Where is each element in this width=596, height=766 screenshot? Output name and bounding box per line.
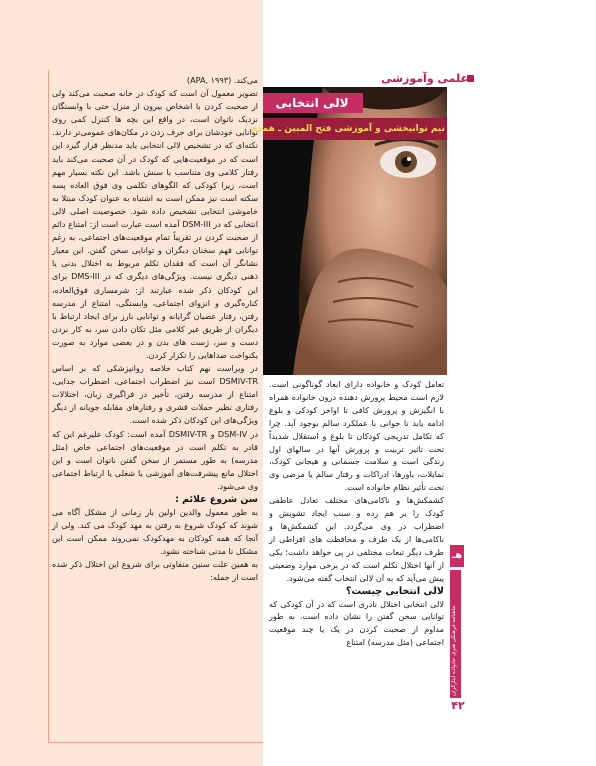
paragraph: به همین علت سنین متفاوتی برای شروع این اختلال ذکر شده است از جمله: — [52, 559, 258, 583]
article-subtitle: تیم توانبخشی و آموزشی فتح المبین ـ همدم — [250, 124, 445, 134]
paragraph: نکته‌ای که در تشخیص لالی انتخابی باید مدنظر قرار گیرد این است که در موقعیت‌هایی که کودک در آن صحبت می‌کند باید رفتار کلامی وی متناسب با سنش باشد. این نکته بسیار مهم است، زیرا کودکی که الگوهای تکلمی وی فوق العاده پسه سکته است نیز ممکن است به اشتباه به عنوان کودک مبتلا به خاموشی انتخابی تشخیص داده شود. خصوصیت اصلی لالی انتخابی که در DSM-III آمده است عبارت است از: امتناع دائم از صحبت کردن در تقریباً تمام موقعیت‌های اجتماعی، به رغم توانایی فهم سخنان دیگران و توانایی سخن گفتن. این معیار نشانگر آن است که فقدان تکلم مربوط به اختلال بدنی یا ذهنی دیگری نیست. ویژگی‌های دیگری که در DMS-III برای این کودکان ذکر شده عبارتند از: شرمساری فوق‌العاده، کناره‌گیری و انزوای اجتماعی، وابستگی، امتناع از مدرسه رفتن، رفتار عصیان گرایانه و توانایی بارز برای ایجاد ارتباط با دیگران از طریق غیر کلامی مثل تکان دادن سر، به کار بردن دست و سر، ژست های بدن و در بعضی موارد به صورت یکنواخت صداهایی را تکرار کردن. — [52, 140, 258, 360]
section-marker — [467, 75, 474, 82]
paragraph: در DSM-IV و DSMIV-TR آمده است: کودک علیرغم این که قادر به تکلم است در موقعیت‌های اجتماعی خاص (مثل مدرسه) به طور مستمر از سخن گفتن ناتوان است و این اختلال مانع پیشرفت‌های آموزشی یا شغلی یا ارتباط اجتماعی وی می‌شود. — [52, 428, 258, 491]
paragraph: تعامل کودک و خانواده دارای ابعاد گوناگونی است. لازم است محیط پرورش دهنده درون خانواده همراه با انگیزش و پرورش کافی تا اواخر کودکی و بلوغ ادامه یابد تا جوانی با عملکرد سالم بوجود آید. چرا که تکامل تدریجی کودکان تا بلوغ و استقلال شدیداً تحت تاثیر تربیت و پرورش آنها در سالهای اول زندگی است و سلامت جسمانی و هیجانی کودک، تمایلات، باورها، ادراکات و رفتار سالم یا مرضی وی تحت تأثیر نظام خانواده است. — [269, 379, 444, 493]
paragraph: لالی انتخابی اختلال نادری است که در آن کودکی که توانایی سخن گفتن را نشان داده است. به طور مداوم از صحبت کردن در یک یا چند موقعیت اجتماعی (مثل مدرسه) امتناع — [269, 598, 444, 648]
section-heading: سن شروع علائم : — [175, 494, 258, 505]
magazine-logo-icon: هـ — [450, 545, 464, 567]
paragraph: در ویراست نهم کتاب خلاصه روانپزشکی که بر اساس DSMIV-TR است نیز اضطراب اجتماعی، اضطراب جدایی، امتناع از مدرسه رفتن، تأخیر در فراگیری زبان، اختلالات رفتاری نظیر حملات قشری و رفتارهای مقابله جویانه از دیگر ویژگی‌های این کودکان ذکر شده است. — [52, 363, 258, 426]
paragraph: تصویر معمول آن است که کودک در خانه صحبت می‌کند ولی از صحبت کردن با اشخاص بیرون از منزل حتی با وابستگان نزدیک ناتوان است، در واقع این بچه ها کنترل کمی روی توانایی خودشان برای حرف زدن در مکان‌های عمومی‌تر دارند. — [52, 88, 258, 138]
right-column — [269, 378, 444, 649]
article-title: لالی انتخابی — [275, 96, 349, 110]
page-number: ۴۲ — [451, 699, 465, 712]
section-heading: لالی انتخابی چیست؟ — [345, 585, 444, 597]
paragraph: کشمکش‌ها و ناکامی‌های مختلف تعادل عاطفی کودک را بر هم زده و سبب ایجاد تشویش و اضطراب در وی می‌گردد. این کشمکش‌ها و ناکامی‌ها از یک طرف و محافظت های افراطی از طرف دیگر تبعات مختلفی در پی خواهد داشت؛ یکی از آنها اختلال تکلم است که در برخی موارد وضعیتی پیش می‌آید که به آن لالی انتخاب گفته می‌شود. — [269, 495, 444, 583]
paragraph: به طور معمول والدین اولین بار زمانی از مشکل آگاه می شوند که کودک شروع به رفتن به مهد کودک می کند. ولی از آنجا که همه کودکان به مهدکودک نمی‌روند ممکن است این مشکل تا مدتی شناخته نشود. — [52, 507, 258, 557]
section-title: علمی وآموزشی — [381, 72, 468, 85]
side-strip-text: ماهنامه فرهنگی هنری خانواده ایثارگران — [451, 605, 457, 696]
paragraph: می‌کند. (APA, ۱۹۹۳) — [186, 75, 258, 85]
left-column — [52, 74, 258, 585]
